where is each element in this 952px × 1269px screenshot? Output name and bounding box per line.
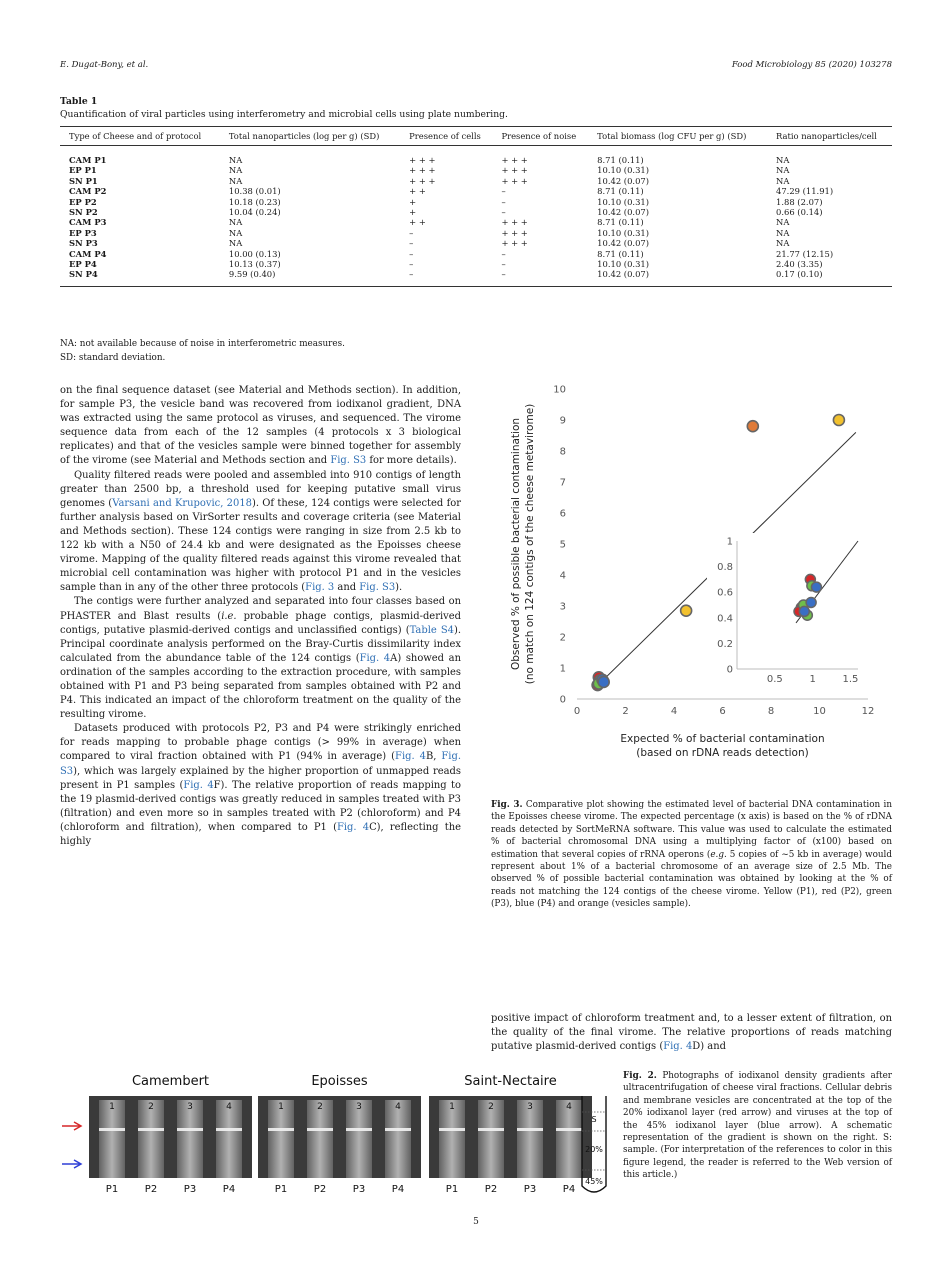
y-tick-label: 2: [559, 632, 566, 644]
table-cell: –: [501, 259, 506, 270]
paragraph: positive impact of chloroform treatment and, to a lesser extent of filtration, on the quality of the final virome. The relative proportions of reads matching putative plasmid-derived contigs (Fig. 4D) and: [491, 1013, 892, 1053]
vesicle-band: [385, 1128, 411, 1131]
table-row: [60, 186, 892, 196]
x-tick-label: 6: [719, 706, 726, 717]
tube-label: P3: [523, 1184, 537, 1195]
y-tick-label: 7: [559, 477, 566, 489]
table-cell: 10.42 (0.07): [597, 175, 649, 186]
running-header-authors: E. Dugat-Bony, et al.: [60, 60, 149, 70]
table-cell: 10.00 (0.13): [228, 248, 281, 259]
table-cell: + + +: [501, 175, 528, 186]
x-axis-title: Expected % of bacterial contamination: [620, 733, 825, 745]
table-cell: + + +: [501, 155, 528, 165]
inset-y-tick-label: 0.4: [717, 613, 733, 625]
table-cell: NA: [228, 227, 243, 238]
table-cell: –: [409, 227, 414, 238]
vesicle-band: [138, 1128, 164, 1131]
figure-link[interactable]: Fig. 4: [183, 779, 214, 791]
table-cell: + + +: [501, 227, 528, 238]
table-cell: + +: [409, 186, 426, 197]
inset-y-tick-label: 1: [726, 536, 733, 548]
vesicle-band: [216, 1128, 242, 1131]
fig3-caption-label: Fig. 3.: [491, 800, 523, 810]
table-cell: NA: [776, 238, 790, 249]
table-cell: –: [501, 186, 506, 197]
table-cell: NA: [776, 175, 790, 186]
y-tick-label: 9: [559, 415, 566, 427]
table-cell: 10.18 (0.23): [228, 196, 281, 207]
table-cell: + + +: [409, 155, 436, 165]
row-label: SN P4: [60, 269, 220, 286]
inset-y-tick-label: 0.6: [717, 587, 733, 599]
cheese-label: Camembert: [131, 1074, 210, 1089]
y-tick-label: 3: [559, 601, 566, 613]
table-cell: –: [501, 207, 506, 218]
citation-link[interactable]: Varsani and Krupovic, 2018: [112, 497, 252, 509]
table-note-sd: SD: standard deviation.: [60, 352, 166, 363]
table-cell: NA: [776, 217, 790, 228]
table-cell: NA: [228, 238, 243, 249]
table-cell: 47.29 (11.91): [776, 186, 834, 197]
paragraph: The contigs were further analyzed and separated into four classes based on PHASTER and Blast results (i.e. probable phage contigs, plasmid-derived contigs, putative plasmid-derived contigs and unclassified contigs) (Table S4). Principal coordinate analysis performed on the Bray-Curtis dissimilarity index calculated from the abundance table of the 124 contigs (Fig. 4A) showed an ordination of the samples according to the extraction procedure, with samples obtained with P1 and P3 being separated from samples obtained with P2 and P4. This indicated an impact of the chloroform treatment on the quality of the resulting virome.: [60, 596, 461, 721]
gradient-layer-label: 45%: [585, 1177, 603, 1186]
table-cell: + + +: [409, 165, 436, 176]
tube-top-mark: 2: [148, 1102, 154, 1112]
vesicle-band: [346, 1128, 372, 1131]
inset-x-tick-label: 0.5: [766, 674, 783, 685]
inset-data-point-P4: [806, 597, 816, 607]
table-cell: 8.71 (0.11): [597, 186, 644, 197]
row-label: SN P2: [69, 207, 98, 218]
table-cell: NA: [776, 165, 790, 176]
tube-label: P4: [391, 1184, 405, 1195]
row-label: CAM P2: [69, 186, 107, 197]
table-row: [60, 146, 892, 166]
tube-label: P4: [562, 1184, 576, 1195]
row-label: SN P3: [69, 238, 98, 249]
table-cell: 8.71 (0.11): [597, 248, 644, 259]
figure-link[interactable]: Fig. S3: [330, 455, 367, 467]
table-row: [60, 165, 892, 175]
row-label: CAM P4: [69, 248, 107, 259]
table-cell: + + +: [409, 175, 436, 186]
fig2-caption: Fig. 2. Photographs of iodixanol density gradients after ultracentrifugation of cheese viral fractions. Cellular debris and membrane vesicles are concentrated at the top of the 20% iodixanol layer (red arrow) and viruses at the top of the 45% iodixanol layer (blue arrow). A schematic representation of the gradient is shown on the right. S: sample. (For interpretation of the references to color in this figure legend, the reader is referred to the Web version of this article.): [623, 1071, 892, 1181]
table-cell: 10.10 (0.31): [597, 196, 649, 207]
data-point-vesicles: [747, 421, 758, 432]
table-cell: 21.77 (12.15): [776, 248, 834, 259]
figure-link[interactable]: Fig. 3: [305, 582, 335, 594]
data-point-P1: [833, 415, 844, 426]
vesicle-band: [556, 1128, 582, 1131]
column-header: Total nanoparticles (log per g) (SD): [220, 127, 400, 146]
fig3-caption: Fig. 3. Comparative plot showing the estimated level of bacterial DNA contamination in the Epoisses cheese virome. The expected percentage (x axis) is based on the % of rDNA reads detected by SortMeRNA software. This value was used to calculate the estimated % of bacterial chromosomal DNA using a multiplying factor of (x100) based on estimation that several copies of rRNA operons (e.g. 5 copies of ~5 kb in average) would represent about 1% of a bacterial chromosome of an average size of 2.5 Mb. The observed % of possible bacterial contamination was obtained by looking at the % of reads not matching the 124 contigs of the cheese virome. Yellow (P1), red (P2), green (P3), blue (P4) and orange (vesicles sample).: [491, 800, 892, 910]
table-cell: + + +: [501, 217, 528, 228]
figure-link[interactable]: Fig. 4: [663, 1041, 693, 1053]
inset-x-tick-label: 1: [809, 674, 816, 685]
gradient-layer-label: 20%: [585, 1145, 603, 1154]
cheese-label: Saint-Nectaire: [464, 1074, 557, 1089]
table-cell: 8.71 (0.11): [597, 217, 644, 228]
tube-top-mark: 4: [566, 1102, 572, 1112]
paragraph: on the final sequence dataset (see Material and Methods section). In addition, for sample P3, the vesicle band was recovered from iodixanol gradient, DNA was extracted using the same protocol as viruses, and sequenced. The virome sequence data from each of the 12 samples (4 protocols x 3 biological replicates) and that of the vesicles sample were binned together for assembly of the virome (see Material and Methods section and Fig. S3 for more details).: [60, 385, 461, 467]
x-tick-label: 10: [813, 706, 826, 717]
y-tick-label: 4: [559, 570, 566, 582]
figure-link[interactable]: Fig. 4: [336, 821, 370, 833]
tube-top-mark: 1: [109, 1102, 115, 1112]
column-header: Type of Cheese and of protocol: [60, 127, 220, 146]
x-tick-label: 4: [670, 706, 678, 717]
column-header: Presence of cells: [400, 127, 492, 146]
inset-y-tick-label: 0: [726, 664, 733, 676]
page-number: 5: [473, 1217, 479, 1227]
table-note-na: NA: not available because of noise in interferometric measures.: [60, 339, 345, 349]
table-cell: 0.17 (0.10): [767, 269, 892, 286]
row-label: EP P3: [69, 227, 97, 238]
table-cell: 10.10 (0.31): [597, 165, 649, 176]
table-cell: + + +: [501, 165, 528, 176]
figure-link[interactable]: Fig. S3: [359, 582, 396, 594]
table-cell: 10.04 (0.24): [228, 207, 281, 218]
table-row: [60, 249, 892, 259]
table-title: Quantification of viral particles using interferometry and microbial cells using plate numbering.: [60, 109, 508, 120]
vesicle-band: [268, 1128, 294, 1131]
table-cell: 10.42 (0.07): [597, 207, 649, 218]
row-label: CAM P3: [69, 217, 107, 228]
table-cell: 9.59 (0.40): [220, 269, 400, 286]
table-cell: –: [400, 269, 492, 286]
table-row: [60, 207, 892, 217]
table-cell: –: [501, 248, 506, 259]
table-cell: 10.10 (0.31): [597, 227, 649, 238]
figure-link[interactable]: Fig. 4: [359, 652, 391, 664]
table-link[interactable]: Table S4: [409, 624, 454, 636]
inset-y-tick-label: 0.2: [717, 638, 733, 650]
fig2-gradient-photographs: [60, 1068, 608, 1198]
table-cell: –: [409, 238, 414, 249]
x-tick-label: 2: [622, 706, 629, 717]
table-row: [60, 269, 892, 286]
paragraph: Quality filtered reads were pooled and assembled into 910 contigs of length greater than 2500 bp, a threshold used for keeping putative small virus genomes (Varsani and Krupovic, 2018). Of these, 124 contigs were selected for further analysis based on VirSorter results and coverage criteria (see Material and Methods section). These 124 contigs were ranging in size from 2.5 kb to 122 kb with a N50 of 24.4 kb and were designated as the Epoisses cheese virome. Mapping of the quality filtered reads against this virome revealed that microbial cell contamination was higher with protocol P1 and in the vesicles sample than in any of the other three protocols (Fig. 3 and Fig. S3).: [60, 469, 461, 594]
vesicle-band: [177, 1128, 203, 1131]
table-cell: –: [409, 259, 414, 270]
x-tick-label: 12: [861, 706, 875, 717]
vesicle-band: [478, 1128, 504, 1131]
table-cell: NA: [228, 155, 243, 165]
table-cell: NA: [228, 165, 243, 176]
inset-x-tick-label: 1.5: [842, 674, 859, 685]
figure-link[interactable]: Fig. 4: [395, 751, 426, 763]
table-cell: –: [501, 196, 506, 207]
vesicle-band: [307, 1128, 333, 1131]
row-label: SN P1: [69, 175, 98, 186]
table-header-row: [60, 127, 892, 146]
table-cell: –: [409, 248, 414, 259]
table-row: [60, 176, 892, 186]
figure-link[interactable]: Fig. S3: [60, 751, 461, 777]
table-row: [60, 197, 892, 207]
table-notes: [60, 338, 345, 365]
table-row: [60, 228, 892, 238]
vesicle-band: [99, 1128, 125, 1131]
x-axis-subtitle: (based on rDNA reads detection): [636, 747, 809, 759]
x-tick-label: 8: [767, 706, 775, 717]
table-body: [60, 146, 892, 287]
table-cell: + + +: [501, 238, 528, 249]
table-cell: –: [492, 269, 588, 286]
table-cell: NA: [776, 155, 790, 165]
row-label: EP P4: [69, 259, 97, 270]
y-axis-title: Observed % of possible bacterial contamination: [510, 417, 522, 671]
tube-top-mark: 4: [226, 1102, 232, 1112]
cheese-label: Epoisses: [311, 1074, 368, 1089]
table-cell: NA: [228, 217, 243, 228]
inset-data-point-P4: [811, 582, 821, 592]
table-cell: 1.88 (2.07): [776, 196, 823, 207]
column-header: Presence of noise: [492, 127, 588, 146]
inset-y-tick-label: 0.8: [717, 562, 733, 574]
tube-top-mark: 2: [488, 1102, 494, 1112]
table-cell: NA: [776, 227, 790, 238]
table-row: [60, 217, 892, 227]
tube-top-mark: 3: [187, 1102, 193, 1112]
tube-top-mark: 1: [278, 1102, 284, 1112]
tube-label: P2: [484, 1184, 498, 1195]
tube-label: P2: [144, 1184, 158, 1195]
left-column-text: [60, 384, 461, 849]
y-tick-label: 0: [559, 694, 566, 706]
tube-top-mark: 1: [449, 1102, 455, 1112]
tube-label: P3: [352, 1184, 366, 1195]
inset-data-point-P4: [799, 606, 809, 616]
y-tick-label: 10: [553, 384, 566, 396]
table-cell: 10.42 (0.07): [588, 269, 767, 286]
table-cell: 0.66 (0.14): [776, 207, 823, 218]
table-cell: + +: [409, 217, 426, 228]
tube-top-mark: 3: [356, 1102, 362, 1112]
tube-label: P1: [105, 1184, 119, 1195]
y-tick-label: 6: [559, 508, 566, 520]
y-tick-label: 5: [559, 539, 566, 551]
vesicle-band: [517, 1128, 543, 1131]
row-label: EP P1: [69, 165, 97, 176]
fig2-caption-label: Fig. 2.: [623, 1071, 657, 1081]
data-point-P4: [598, 676, 609, 687]
table-cell: 2.40 (3.35): [776, 259, 823, 270]
x-tick-label: 0: [573, 706, 581, 717]
row-label: EP P2: [69, 196, 97, 207]
tube-label: P4: [222, 1184, 236, 1195]
data-point-P1: [681, 605, 692, 616]
tube-top-mark: 2: [317, 1102, 323, 1112]
table-cell: 10.38 (0.01): [228, 186, 281, 197]
tube-label: P1: [274, 1184, 288, 1195]
gradient-layer-label: S: [591, 1115, 597, 1124]
table-cell: NA: [228, 175, 243, 186]
tube-label: P3: [183, 1184, 197, 1195]
row-label: CAM P1: [69, 155, 107, 165]
y-axis-subtitle: (no match on 124 contigs of the cheese metavirome): [524, 403, 536, 685]
column-header: Total biomass (log CFU per g) (SD): [588, 127, 767, 146]
table-cell: 8.71 (0.11): [597, 155, 644, 165]
y-tick-label: 8: [559, 446, 566, 458]
table-cell: 10.13 (0.37): [228, 259, 281, 270]
y-tick-label: 1: [559, 663, 566, 675]
table-row: [60, 259, 892, 269]
table-cell: 10.10 (0.31): [597, 259, 649, 270]
running-header-journal: Food Microbiology 85 (2020) 103278: [731, 60, 892, 70]
tube-label: P1: [445, 1184, 459, 1195]
paragraph: Datasets produced with protocols P2, P3 and P4 were strikingly enriched for reads mapping to probable phage contigs (> 99% in average) when compared to viral fraction obtained with P1 (94% in average) (Fig. 4B, Fig. S3), which was largely explained by the higher proportion of unmapped reads present in P1 samples (Fig. 4F). The relative proportion of reads mapping to the 19 plasmid-derived contigs was greatly reduced in samples treated with P3 (filtration) and even more so in samples treated with P2 (chloroform) and P4 (chloroform and filtration), when compared to P1 (Fig. 4C), reflecting the highly: [60, 723, 462, 847]
table-cell: +: [409, 196, 417, 207]
tube-top-mark: 3: [527, 1102, 533, 1112]
tube-label: P2: [313, 1184, 327, 1195]
table-row: [60, 238, 892, 248]
tube-top-mark: 4: [395, 1102, 401, 1112]
quantification-table: [60, 126, 892, 287]
column-header: Ratio nanoparticles/cell: [767, 127, 892, 146]
vesicle-band: [439, 1128, 465, 1131]
table-label: Table 1: [60, 96, 98, 107]
table-cell: 10.42 (0.07): [597, 238, 649, 249]
table-caption: [60, 95, 892, 121]
right-column-text: [491, 1012, 892, 1054]
fig3-scatter-chart: [491, 378, 892, 770]
table-cell: +: [409, 207, 417, 218]
